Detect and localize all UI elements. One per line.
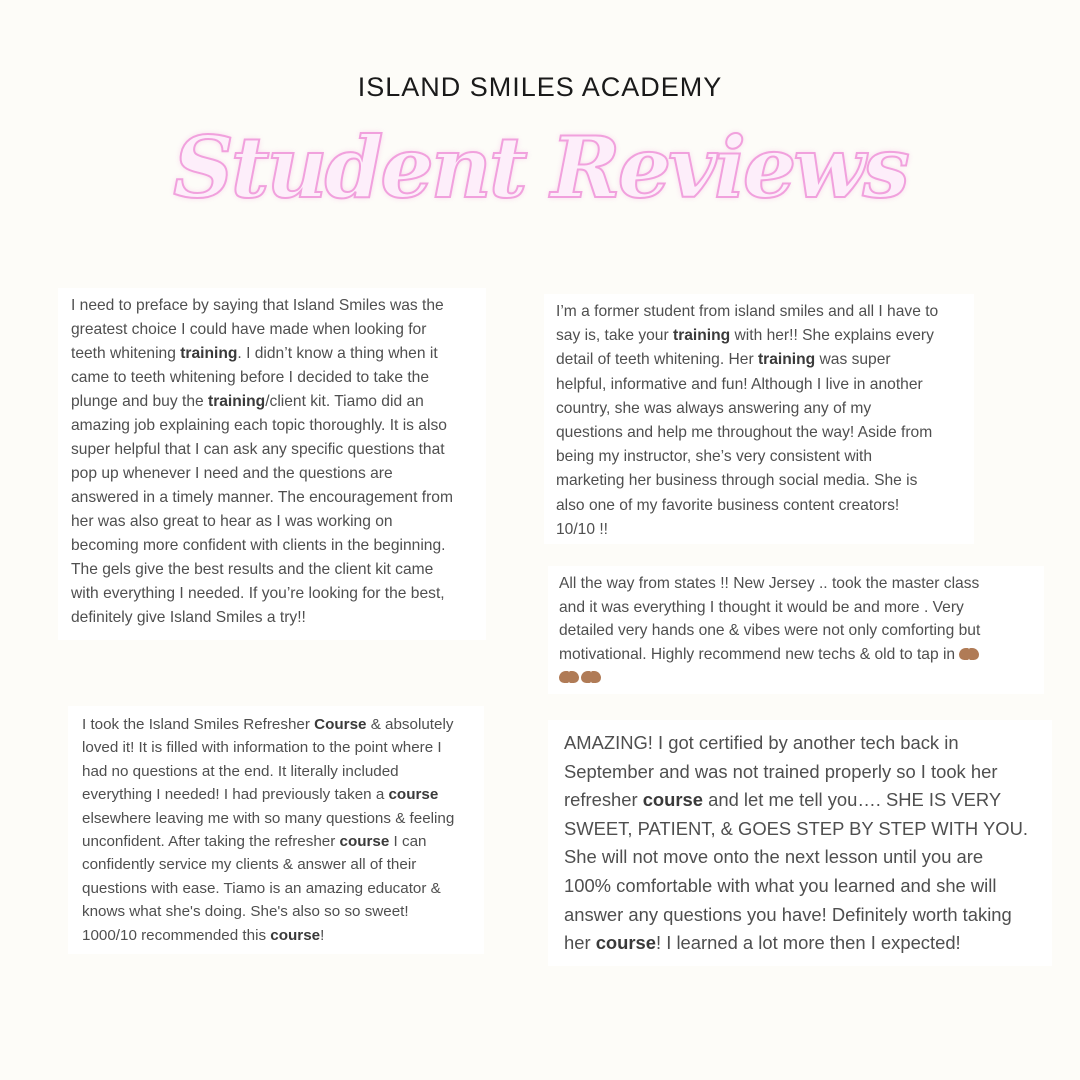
- highlight-keyword: course: [595, 932, 657, 954]
- review-card: [548, 720, 1052, 966]
- review-line: 100% comfortable with what you learned and she will: [564, 874, 997, 896]
- emoji-line: [559, 666, 1044, 690]
- review-line: [82, 924, 484, 947]
- review-line: with everything I needed. If you’re looking for the best,: [71, 585, 445, 602]
- review-line: becoming more confident with clients in the beginning.: [71, 537, 446, 554]
- review-card: [548, 566, 1044, 694]
- review-text: 1000/10 recommended this: [82, 926, 271, 944]
- review-line: [82, 783, 484, 806]
- highlight-keyword: course: [642, 789, 704, 811]
- review-line: amazing job explaining each topic thoroughly. It is also: [71, 417, 447, 434]
- review-text: ! I learned a lot more then I expected!: [656, 932, 961, 954]
- review-text: and let me tell you…. SHE IS VERY: [703, 789, 1002, 811]
- review-card: [58, 288, 486, 640]
- heart-hands-icon: [581, 671, 601, 683]
- review-line: pop up whenever I need and the questions are: [71, 465, 393, 482]
- review-line: marketing her business through social media. She is: [556, 472, 918, 490]
- review-text: plunge and buy the: [71, 393, 208, 410]
- review-line: 10/10 !!: [556, 520, 609, 538]
- review-line: AMAZING! I got certified by another tech back in: [564, 732, 959, 753]
- review-text: !: [320, 926, 325, 944]
- review-line: super helpful that I can ask any specific questions that: [71, 441, 445, 458]
- review-card: [68, 706, 484, 954]
- review-text: teeth whitening: [71, 345, 181, 362]
- review-text: was super: [815, 351, 891, 369]
- review-line: [564, 929, 1052, 958]
- review-text: unconfident. After taking the refresher: [82, 833, 340, 851]
- review-line: elsewhere leaving me with so many questions & feeling: [82, 809, 455, 827]
- review-text: . I didn’t know a thing when it: [237, 345, 438, 362]
- review-text: say is, take your: [556, 327, 673, 345]
- highlight-keyword: course: [339, 833, 390, 851]
- review-line: All the way from states !! New Jersey .. took the master class: [559, 575, 980, 592]
- review-line: her was also great to hear as I was working on: [71, 513, 393, 530]
- review-text: refresher: [564, 789, 643, 811]
- review-line: answer any questions you have! Definitely worth taking: [564, 903, 1012, 925]
- heart-hands-icon: [959, 648, 979, 660]
- review-line: I need to preface by saying that Island Smiles was the: [71, 297, 444, 314]
- review-line: SWEET, PATIENT, & GOES STEP BY STEP WITH YOU.: [564, 817, 1028, 839]
- review-text: I took the Island Smiles Refresher: [82, 716, 315, 733]
- review-text: with her!! She explains every: [730, 327, 934, 345]
- review-line: [82, 713, 484, 736]
- review-line: greatest choice I could have made when looking for: [71, 321, 427, 338]
- review-line: definitely give Island Smiles a try!!: [71, 609, 306, 626]
- review-text: /client kit. Tiamo did an: [265, 393, 424, 410]
- review-line: [556, 324, 974, 348]
- highlight-keyword: course: [270, 926, 321, 944]
- review-line: detailed very hands one & vibes were not only comforting but: [559, 622, 981, 639]
- highlight-keyword: training: [208, 393, 266, 410]
- review-line: confidently service my clients & answer all of their: [82, 856, 417, 874]
- brand-name: ISLAND SMILES ACADEMY: [357, 72, 723, 102]
- review-line: had no questions at the end. It literally included: [82, 762, 399, 780]
- review-line: The gels give the best results and the client kit came: [71, 561, 434, 578]
- review-text: detail of teeth whitening. Her: [556, 351, 758, 369]
- highlight-keyword: course: [388, 786, 439, 804]
- highlight-keyword: training: [180, 345, 238, 362]
- review-line: country, she was always answering any of my: [556, 399, 872, 417]
- review-text: I can: [389, 833, 427, 851]
- review-line: [82, 830, 484, 853]
- review-line: September and was not trained properly so I took her: [564, 760, 998, 782]
- highlight-keyword: Course: [314, 716, 367, 733]
- review-card: [544, 294, 974, 544]
- review-line: She will not move onto the next lesson until you are: [564, 846, 984, 868]
- review-text: her: [564, 932, 596, 954]
- review-line: motivational. Highly recommend new techs & old to tap in: [559, 643, 1044, 667]
- review-text: & absolutely: [366, 716, 454, 733]
- review-line: helpful, informative and fun! Although I live in another: [556, 375, 923, 393]
- review-text: everything I needed! I had previously taken a: [82, 786, 389, 804]
- review-line: [564, 786, 1052, 815]
- review-line: questions and help me throughout the way! Aside from: [556, 424, 933, 442]
- page-title: Student Reviews: [173, 118, 907, 217]
- review-line: being my instructor, she’s very consistent with: [556, 448, 873, 466]
- review-line: I’m a former student from island smiles and all I have to: [556, 303, 939, 320]
- heart-hands-icon: [559, 671, 579, 683]
- review-line: knows what she's doing. She's also so so sweet!: [82, 903, 409, 921]
- review-line: and it was everything I thought it would be and more . Very: [559, 598, 964, 616]
- highlight-keyword: training: [757, 351, 816, 369]
- review-line: loved it! It is filled with information to the point where I: [82, 739, 442, 757]
- highlight-keyword: training: [673, 327, 731, 345]
- review-line: [556, 348, 974, 372]
- review-line: answered in a timely manner. The encouragement from: [71, 489, 453, 506]
- review-line: [71, 342, 486, 366]
- review-line: came to teeth whitening before I decided to take the: [71, 369, 430, 386]
- review-line: questions with ease. Tiamo is an amazing educator &: [82, 879, 441, 897]
- review-line: [71, 390, 486, 414]
- review-line: also one of my favorite business content creators!: [556, 496, 900, 514]
